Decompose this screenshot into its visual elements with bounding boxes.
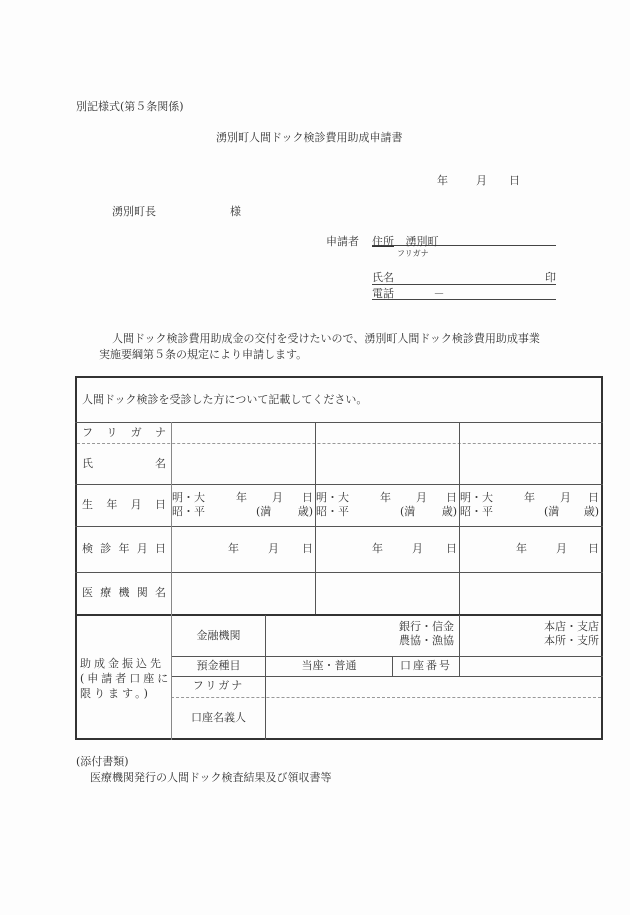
deposit-type-options[interactable]: 当座・普通: [301, 659, 357, 672]
name-input-2[interactable]: [316, 444, 458, 484]
institution-input-1[interactable]: [172, 573, 314, 614]
account-furigana-input[interactable]: [266, 677, 601, 697]
phone-field[interactable]: [372, 287, 556, 300]
birthdate-cell-2[interactable]: 明・大 年 月 日 昭・平 (満 歳): [316, 491, 457, 518]
account-holder-label: 口座名義人: [191, 711, 246, 724]
row-label-medical-institution: 医 療 機 関 名: [82, 586, 166, 599]
body-text-line1: 人間ドック検診費用助成金の交付を受けたいので、湧別町人間ドック検診費用助成事業: [112, 332, 540, 345]
account-number-input[interactable]: [460, 657, 601, 676]
attachments-item: 医療機関発行の人間ドック検査結果及び領収書等: [90, 771, 332, 784]
account-number-label: 口座番号: [400, 659, 452, 672]
phone-dash: －: [433, 287, 445, 300]
birthdate-cell-3[interactable]: 明・大 年 月 日 昭・平 (満 歳): [460, 491, 599, 518]
institution-input-3[interactable]: [460, 573, 601, 614]
table-instruction: 人間ドック検診を受診した方について記載してください。: [82, 393, 368, 406]
row-label-furigana: フ リ ガ ナ: [82, 426, 166, 439]
deposit-type-label: 預金種目: [196, 659, 241, 672]
bank-transfer-section-label: 助成金振込先 (申請者口座に 限ります。): [80, 657, 172, 700]
address-field[interactable]: [372, 233, 556, 246]
date-day: 日: [509, 174, 520, 187]
account-furigana-label: フリガナ: [192, 679, 245, 692]
applicant-furigana-label: フリガナ: [397, 249, 429, 258]
date-month: 月: [476, 174, 487, 187]
financial-institution-label: 金融機関: [196, 629, 241, 642]
account-holder-input[interactable]: [266, 698, 601, 738]
furigana-input-3[interactable]: [460, 423, 601, 443]
name-input-3[interactable]: [460, 444, 601, 484]
exam-date-cell-1[interactable]: 年 月 日: [228, 542, 313, 555]
phone-label: 電話: [372, 287, 394, 300]
applicant-label: 申請者: [326, 235, 359, 248]
form-reference: 別記様式(第５条関係): [76, 100, 184, 113]
birthdate-cell-1[interactable]: 明・大 年 月 日 昭・平 (満 歳): [172, 491, 313, 518]
row-label-name: 氏 名: [82, 457, 166, 470]
body-text-line2: 実施要綱第５条の規定により申請します。: [99, 348, 308, 361]
name-field[interactable]: [372, 272, 556, 285]
form-title: 湧別町人間ドック検診費用助成申請書: [216, 131, 403, 144]
row-label-exam-date: 検 診 年 月 日: [82, 542, 166, 555]
addressee-honorific: 様: [230, 205, 241, 218]
addressee: 湧別町長: [112, 205, 156, 218]
name-input-1[interactable]: [172, 444, 314, 484]
furigana-input-1[interactable]: [172, 423, 314, 443]
row-label-birthdate: 生 年 月 日: [82, 498, 166, 511]
branch-type-options[interactable]: 本店・支店 本所・支所: [544, 620, 599, 647]
name-label: 氏名: [372, 271, 394, 284]
address-label: 住所: [372, 235, 394, 248]
address-value: 湧別町: [405, 235, 439, 248]
attachments-label: (添付書類): [76, 755, 129, 768]
exam-date-cell-2[interactable]: 年 月 日: [372, 542, 457, 555]
date-year: 年: [437, 174, 448, 187]
bank-type-options[interactable]: 銀行・信金 農協・漁協: [399, 620, 454, 647]
institution-input-2[interactable]: [316, 573, 458, 614]
furigana-input-2[interactable]: [316, 423, 458, 443]
seal-mark: 印: [545, 271, 556, 284]
exam-date-cell-3[interactable]: 年 月 日: [516, 542, 599, 555]
